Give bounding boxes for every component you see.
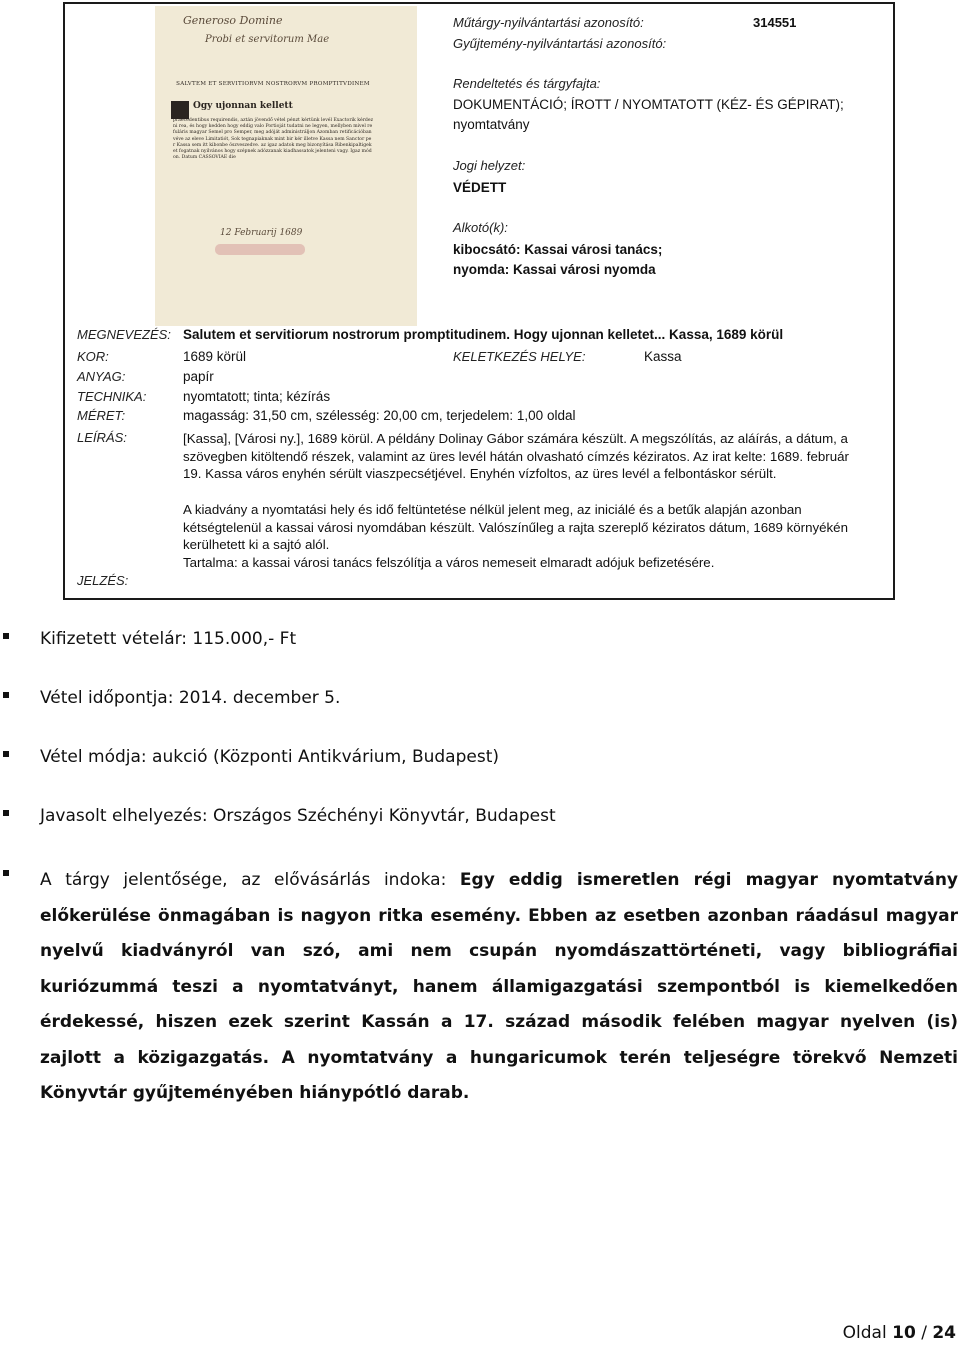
current-page: 10 (892, 1323, 916, 1343)
name-value: Salutem et servitiorum nostrorum promptitudinem. Hogy ujonnan kelletet... Kassa, 1689 körül (183, 327, 784, 342)
significance-paragraph (40, 863, 958, 1112)
time-label: KOR: (77, 349, 109, 364)
record-card-image (63, 2, 895, 600)
size-value: magasság: 31,50 cm, szélesség: 20,00 cm, terjedelem: 1,00 oldal (183, 408, 576, 423)
significance-label: A tárgy jelentősége, az elővásárlás indoka: (40, 870, 447, 890)
time-value: 1689 körül (183, 349, 247, 364)
scan-body-text: praecedentibus requirendis, aztán jövendő vétel pénzt kértünk levél Exactorik kérdezni rea, és hogy kedden hogy eddig valo Portioját tudatni ne legyen, mellyben mivel refuláris magyar Semel pro Semper, meg adóját administráljon Azomban retificációban véve az eleve Limitatiót, Sok tegnapiaknak mint bir kér illetve Kassa nem Sanctor per Kassa sem itt kibonbe öszveszedve. az igaz adatok meg bizonyítása Ribenkipaltigeket fogatnak nyilvános hogy szépnek adózzanak kiadhassatok jelenteni vagy. Igaz módon. Datum CASSOVIAE die (173, 118, 374, 161)
total-pages: 24 (932, 1323, 956, 1343)
scan-caps-line: SALVTEM ET SERVITIORVM NOSTRORVM PROMPTITVDINEM (176, 81, 370, 87)
wax-seal (215, 244, 305, 255)
creator-value-2: nyomda: Kassai városi nyomda (453, 262, 656, 277)
description-label: LEÍRÁS: (77, 430, 127, 445)
description-value: [Kassa], [Városi ny.], 1689 körül. A példány Dolinay Gábor számára készült. A megszólítás, az aláírás, a dátum, a szövegben kitöltendő részek, valamint az üres levél hátán olvasható címzés kéziratos. Az irat kelte: 1689. február 19. Kassa város enyhén sérült viaszpecsétjével. Enyhén vízfoltos, az üres levél a felbontáskor sérült. (183, 431, 849, 481)
technique-value: nyomtatott; tinta; kézírás (183, 389, 331, 404)
bullet-icon (3, 751, 9, 757)
mark-label: JELZÉS: (77, 573, 129, 588)
size-label: MÉRET: (77, 408, 126, 423)
scan-heading: Ogy ujonnan kellett (193, 101, 293, 111)
purpose-value-2: nyomtatvány (453, 117, 530, 132)
page-separator: / (921, 1323, 927, 1343)
purpose-label: Rendeltetés és tárgyfajta: (453, 76, 601, 91)
collection-id-label: Gyűjtemény-nyilvántartási azonosító: (453, 36, 667, 51)
handwritten-date: 12 Februarij 1689 (220, 228, 303, 238)
bullet-icon (3, 692, 9, 698)
origin-value: Kassa (644, 349, 682, 364)
scanned-document-image (155, 6, 417, 326)
description-value-2: A kiadvány a nyomtatási hely és idő feltüntetése nélkül jelent meg, az iniciálé és a betűk alapján azonban kétségtelenül a kassai városi nyomdában készült. Valószínűleg a rajta szereplő kéziratos dátum, 1689 környékén kerülhetett ki a sajtó alól. (183, 502, 848, 552)
bullet-icon (3, 870, 9, 876)
material-value: papír (183, 369, 214, 384)
bullet-icon (3, 633, 9, 639)
description-value-3: Tartalma: a kassai városi tanács felszólítja a város nemeseit elmaradt adójuk befizetésére. (183, 555, 715, 570)
name-label: MEGNEVEZÉS: (77, 327, 171, 342)
bullet-placement: Javasolt elhelyezés: Országos Széchényi Könyvtár, Budapest (40, 806, 556, 826)
inventory-id-value: 314551 (753, 15, 797, 30)
creator-label: Alkotó(k): (453, 220, 508, 235)
legal-status-label: Jogi helyzet: (453, 158, 526, 173)
handwritten-address-2: Probi et servitorum Mae (205, 34, 330, 45)
bullet-purchase-date: Vétel időpontja: 2014. december 5. (40, 688, 341, 708)
page-prefix: Oldal (842, 1323, 887, 1343)
bullet-icon (3, 810, 9, 816)
inventory-id-label: Műtárgy-nyilvántartási azonosító: (453, 15, 644, 30)
scan-initial (171, 101, 189, 119)
material-label: ANYAG: (77, 369, 126, 384)
creator-value-1: kibocsátó: Kassai városi tanács; (453, 242, 663, 257)
handwritten-address: Generoso Domine (183, 14, 283, 27)
significance-text: Egy eddig ismeretlen régi magyar nyomtatvány előkerülése önmagában is nagyon ritka esemény. Ebben az esetben azonban ráadásul magyar nyelvű kiadványról van szó, ami nem csupán nyomdászattörténeti, vagy bibliográfiai kuriózummá teszi a nyomtatványt, hanem államigazgatási szempontból is kiemelkedően érdekessé, hiszen ezek szerint Kassán a 17. század második felében magyar nyelven (is) zajlott a közigazgatás. A nyomtatvány a hungaricumok terén teljeségre törekvő Nemzeti Könyvtár gyűjteményében hiánypótló darab. (40, 870, 959, 1103)
bullet-price: Kifizetett vételár: 115.000,- Ft (40, 629, 297, 649)
purpose-value-1: DOKUMENTÁCIÓ; ÍROTT / NYOMTATOTT (KÉZ- ÉS GÉPIRAT); (453, 97, 844, 112)
technique-label: TECHNIKA: (77, 389, 147, 404)
origin-label: KELETKEZÉS HELYE: (453, 349, 586, 364)
bullet-purchase-method: Vétel módja: aukció (Központi Antikvárium, Budapest) (40, 747, 499, 767)
legal-status-value: VÉDETT (453, 180, 507, 195)
page-number (843, 1323, 956, 1343)
